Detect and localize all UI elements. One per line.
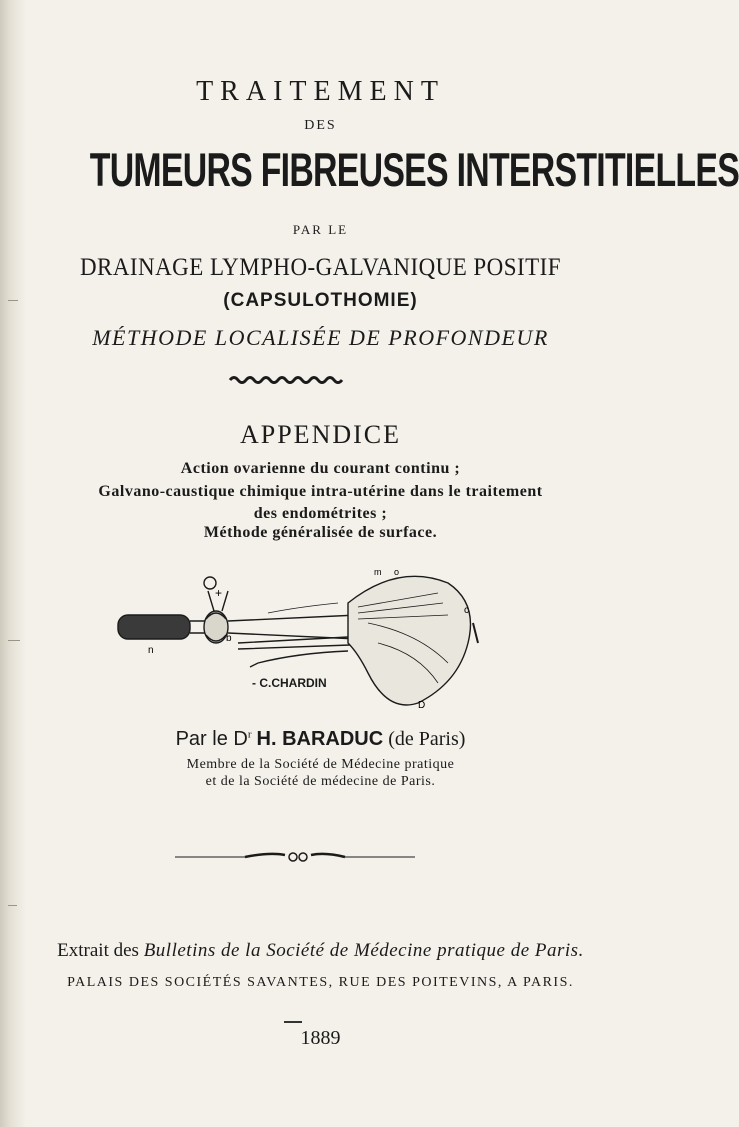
title-main: TRAITEMENT: [196, 76, 445, 107]
title-par-le: PAR LE: [292, 222, 349, 237]
figure-mark-m: m: [374, 567, 382, 577]
author-prefix-sup: r: [247, 728, 252, 741]
title-subject: TUMEURS FIBREUSES INTERSTITIELLES: [89, 143, 739, 196]
author-name: H. BARADUC: [256, 728, 384, 750]
appendix-line-3: des endométrites ;: [253, 505, 388, 522]
figure-label: C.CHARDIN: [259, 676, 327, 690]
figure-mark-n: n: [148, 645, 154, 656]
edge-mark: [8, 905, 17, 906]
figure-caption: - C.CHARDIN: [252, 676, 327, 690]
extrait-prefix: Extrait des: [57, 940, 139, 961]
appendix-line-4: Méthode généralisée de surface.: [203, 524, 438, 541]
rule-ornament: [175, 850, 415, 864]
figure-mark-c: c: [464, 605, 469, 616]
title-methode: MÉTHODE LOCALISÉE DE PROFONDEUR: [92, 325, 549, 350]
appendix-line-2: Galvano-caustique chimique intra-utérine dans le traitement: [98, 483, 543, 500]
bulletin-title: Bulletins de la Société de Médecine pratique de Paris.: [143, 940, 584, 961]
extrait-line: [0, 940, 641, 962]
figure-mark-d: D: [418, 700, 426, 711]
title-des: DES: [304, 118, 337, 133]
author-line: [0, 728, 641, 751]
author-place: (de Paris): [388, 728, 466, 750]
appendix-line-1: Action ovarienne du courant continu ;: [180, 460, 461, 477]
short-rule: [284, 1021, 302, 1023]
figure-mark-plus: +: [215, 586, 223, 600]
figure-mark-b: b: [226, 633, 232, 644]
figure-mark-o: o: [394, 567, 400, 577]
author-prefix: Par le D: [175, 728, 248, 750]
membership-2: et de la Société de médecine de Paris.: [205, 774, 436, 789]
wave-ornament: [228, 372, 346, 386]
appendix-heading: APPENDICE: [239, 420, 401, 449]
anatomical-figure: [118, 563, 488, 713]
title-method: DRAINAGE LYMPHO-GALVANIQUE POSITIF: [79, 254, 562, 281]
title-parenthetical: (CAPSULOTHOMIE): [223, 290, 418, 311]
membership-1: Membre de la Société de Médecine pratique: [186, 757, 455, 772]
publisher-line: PALAIS DES SOCIÉTÉS SAVANTES, RUE DES POITEVINS, A PARIS.: [67, 975, 574, 990]
publication-year: 1889: [300, 1027, 341, 1049]
edge-mark: [8, 640, 20, 641]
